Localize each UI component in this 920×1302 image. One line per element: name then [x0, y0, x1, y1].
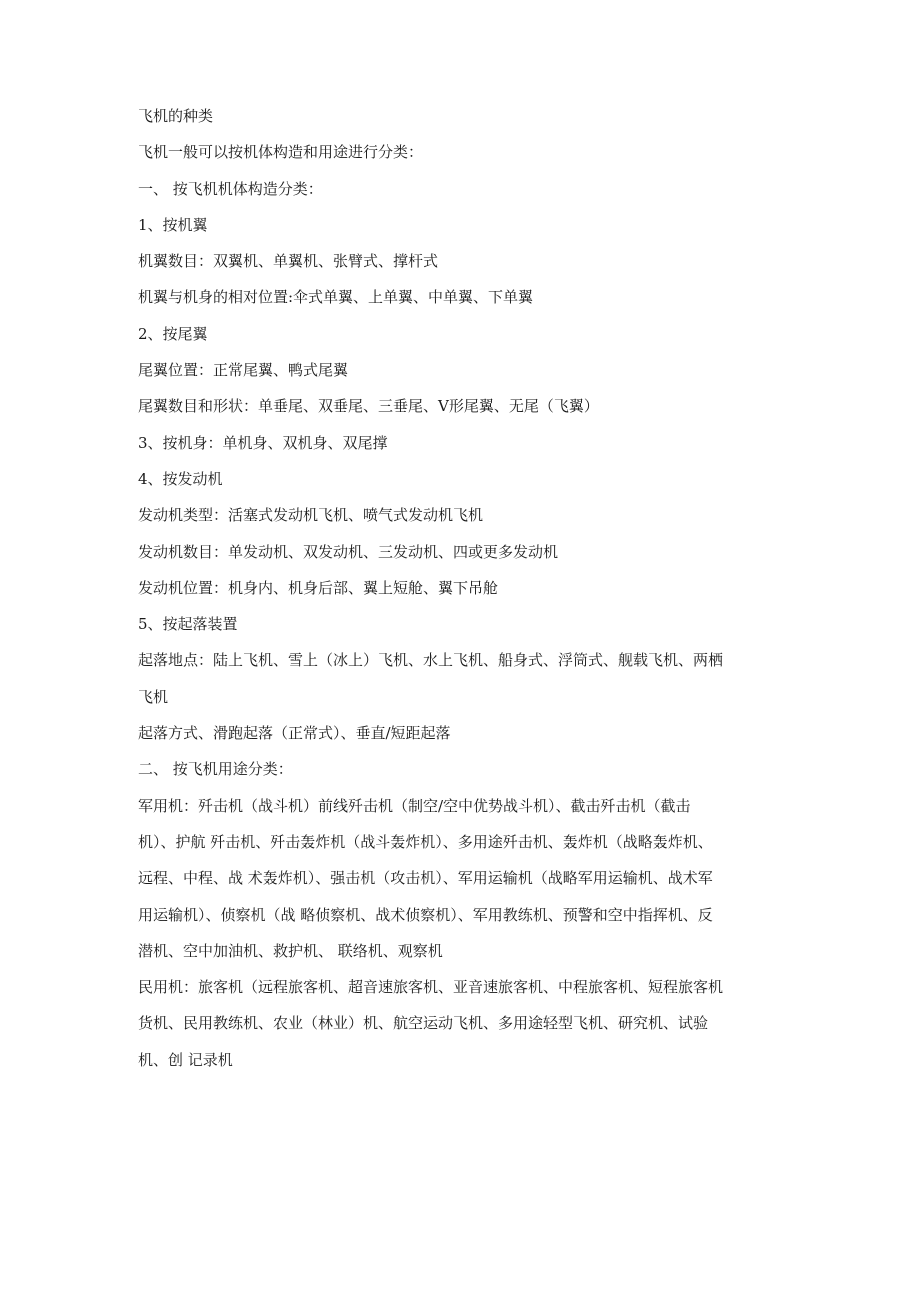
text-line: 发动机位置：机身内、机身后部、翼上短舱、翼下吊舱 — [138, 578, 499, 597]
document-title: 飞机的种类 — [138, 107, 214, 125]
text-line: 发动机数目：单发动机、双发动机、三发动机、四或更多发动机 — [138, 542, 559, 561]
subheading-engine: 4、按发动机 — [138, 469, 223, 488]
text-line: 货机、民用教练机、农业（林业）机、航空运动飞机、多用途轻型飞机、研究机、试验 — [138, 1014, 709, 1033]
document-body — [138, 98, 798, 1078]
text-line: 潜机、空中加油机、救护机、 联络机、观察机 — [138, 941, 443, 960]
text-line: 机翼与机身的相对位置:伞式单翼、上单翼、中单翼、下单翼 — [138, 288, 534, 307]
text-line: 机翼数目：双翼机、单翼机、张臂式、撑杆式 — [138, 252, 439, 271]
subheading-landing-gear: 5、按起落装置 — [138, 615, 238, 634]
section-heading-structure: 一、 按飞机机体构造分类： — [138, 179, 323, 198]
text-line: 机）、护航 歼击机、歼击轰炸机（战斗轰炸机）、多用途歼击机、轰炸机（战略轰炸机、 — [138, 832, 713, 851]
text-line: 民用机：旅客机（远程旅客机、超音速旅客机、亚音速旅客机、中程旅客机、短程旅客机 — [138, 978, 724, 997]
section-heading-usage: 二、 按飞机用途分类： — [138, 760, 293, 779]
text-line: 远程、中程、战 术轰炸机）、强击机（攻击机）、军用运输机（战略军用运输机、战术军 — [138, 869, 713, 888]
text-line: 机、创 记录机 — [138, 1050, 233, 1069]
text-line: 起落方式、滑跑起落（正常式）、垂直/短距起落 — [138, 724, 451, 743]
text-line: 起落地点：陆上飞机、雪上（冰上）飞机、水上飞机、船身式、浮筒式、舰载飞机、两栖 — [138, 651, 724, 670]
subheading-wing: 1、按机翼 — [138, 215, 208, 234]
text-line: 发动机类型：活塞式发动机飞机、喷气式发动机飞机 — [138, 506, 484, 525]
text-line: 用运输机）、侦察机（战 略侦察机、战术侦察机）、军用教练机、预警和空中指挥机、反 — [138, 905, 713, 924]
text-line: 尾翼位置：正常尾翼、鸭式尾翼 — [138, 361, 349, 380]
text-line: 军用机：歼击机（战斗机）前线歼击机（制空/空中优势战斗机）、截击歼击机（截击 — [138, 796, 691, 815]
subheading-tail: 2、按尾翼 — [138, 324, 208, 343]
subheading-fuselage: 3、按机身：单机身、双机身、双尾撑 — [138, 433, 388, 452]
text-line: 尾翼数目和形状：单垂尾、双垂尾、三垂尾、V形尾翼、无尾（飞翼） — [138, 397, 599, 416]
intro-paragraph: 飞机一般可以按机体构造和用途进行分类： — [138, 143, 424, 162]
text-line: 飞机 — [138, 687, 169, 706]
